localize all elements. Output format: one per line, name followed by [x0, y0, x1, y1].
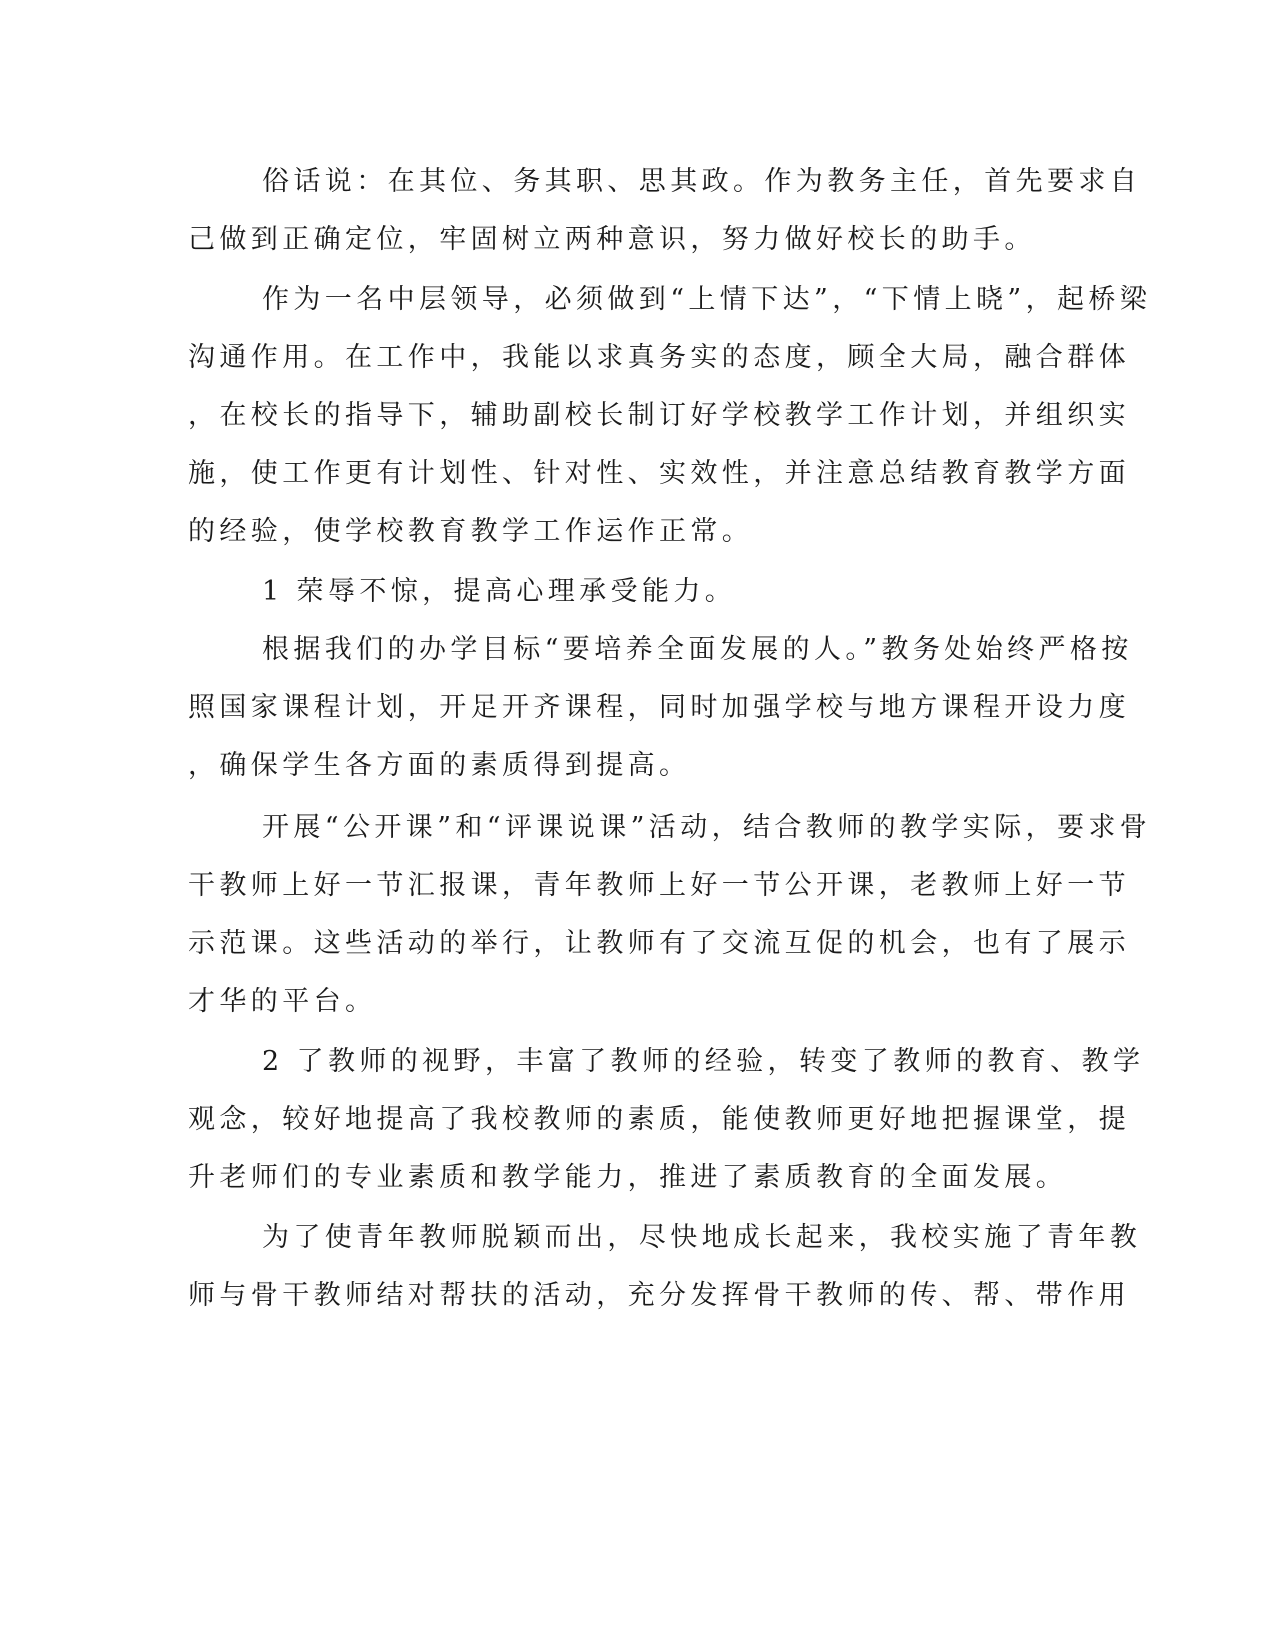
- paragraph-5-line-2: 观念，较好地提高了我校教师的素质，能使教师更好地把握课堂，提: [188, 1104, 1130, 1135]
- paragraph-6-line-1: 为了使青年教师脱颖而出，尽快地成长起来，我校实施了青年教: [262, 1222, 1142, 1253]
- section-heading-1: 1 荣辱不惊，提高心理承受能力。: [262, 576, 737, 607]
- paragraph-1-line-2: 己做到正确定位，牢固树立两种意识，努力做好校长的助手。: [188, 224, 1036, 255]
- paragraph-2-line-3: ，在校长的指导下，辅助副校长制订好学校教学工作计划，并组织实: [188, 400, 1130, 431]
- paragraph-2-line-1: 作为一名中层领导，必须做到“上情下达”，“下情上晓”，起桥梁: [262, 284, 1152, 315]
- paragraph-4-line-2: 干教师上好一节汇报课，青年教师上好一节公开课，老教师上好一节: [188, 870, 1130, 901]
- paragraph-2-line-4: 施，使工作更有计划性、针对性、实效性，并注意总结教育教学方面: [188, 458, 1130, 489]
- paragraph-4-line-3: 示范课。这些活动的举行，让教师有了交流互促的机会，也有了展示: [188, 928, 1130, 959]
- paragraph-5-line-1: 2 了教师的视野，丰富了教师的经验，转变了教师的教育、教学: [262, 1046, 1145, 1077]
- paragraph-3-line-2: 照国家课程计划，开足开齐课程，同时加强学校与地方课程开设力度: [188, 692, 1130, 723]
- paragraph-6-line-2: 师与骨干教师结对帮扶的活动，充分发挥骨干教师的传、帮、带作用: [188, 1280, 1130, 1311]
- paragraph-3-line-1: 根据我们的办学目标“要培养全面发展的人。”教务处始终严格按: [262, 634, 1133, 665]
- paragraph-5-line-3: 升老师们的专业素质和教学能力，推进了素质教育的全面发展。: [188, 1162, 1068, 1193]
- paragraph-1-line-1: 俗话说：在其位、务其职、思其政。作为教务主任，首先要求自: [262, 166, 1142, 197]
- paragraph-4-line-4: 才华的平台。: [188, 986, 377, 1017]
- paragraph-2-line-2: 沟通作用。在工作中，我能以求真务实的态度，顾全大局，融合群体: [188, 342, 1130, 373]
- paragraph-2-line-5: 的经验，使学校教育教学工作运作正常。: [188, 516, 754, 547]
- paragraph-3-line-3: ，确保学生各方面的素质得到提高。: [188, 750, 691, 781]
- paragraph-4-line-1: 开展“公开课”和“评课说课”活动，结合教师的教学实际，要求骨: [262, 812, 1152, 843]
